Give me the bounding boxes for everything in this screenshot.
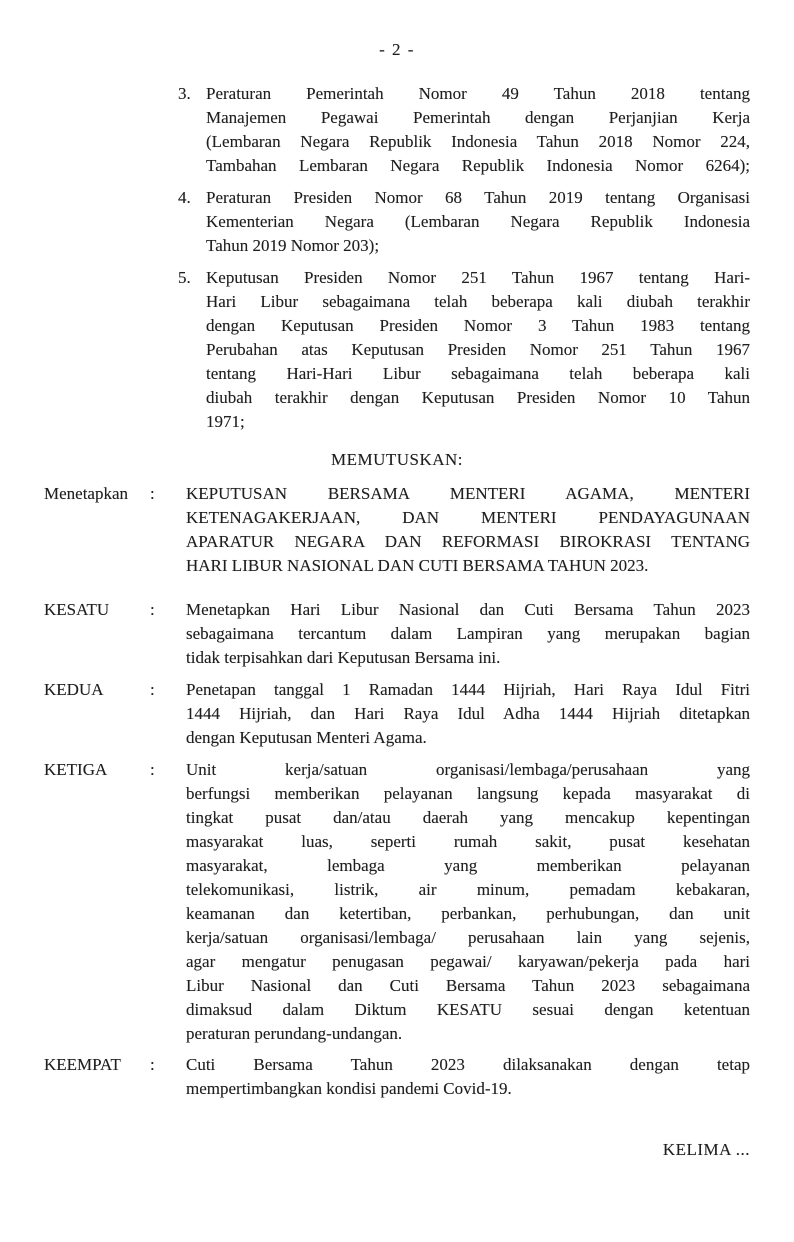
text-line: peraturan perundang-undangan. (186, 1024, 403, 1043)
text-line: Menetapkan Hari Libur Nasional dan Cuti Bersama Tahun 2023 (186, 600, 750, 619)
text-line: Cuti Bersama Tahun 2023 dilaksanakan dengan tetap (186, 1055, 750, 1074)
text-line: dimaksud dalam Diktum KESATU sesuai dengan ketentuan (186, 1000, 750, 1019)
text-line: keamanan dan ketertiban, perbankan, perhubungan, dan unit (186, 904, 750, 923)
text-line: masyarakat luas, seperti rumah sakit, pusat kesehatan (186, 832, 750, 851)
dictum-body (186, 758, 750, 1046)
legal-basis-list (0, 82, 794, 434)
text-line: tentang Hari-Hari Libur sebagaimana telah beberapa kali (206, 364, 750, 383)
text-line: 1971; (206, 412, 245, 431)
dictum-body (186, 678, 750, 750)
dictum-colon: : (150, 484, 155, 503)
text-line: (Lembaran Negara Republik Indonesia Tahun 2018 Nomor 224, (206, 132, 750, 151)
item-text (206, 82, 750, 178)
item-text (206, 266, 750, 434)
dictum-body (186, 482, 750, 578)
item-number: 5. (178, 268, 191, 287)
text-line: masyarakat, lembaga yang memberikan pelayanan (186, 856, 750, 875)
text-line: KEPUTUSAN BERSAMA MENTERI AGAMA, MENTERI (186, 484, 750, 503)
text-line: Peraturan Pemerintah Nomor 49 Tahun 2018 tentang (206, 84, 750, 103)
text-line: tidak terpisahkan dari Keputusan Bersama ini. (186, 648, 501, 667)
page-number: - 2 - (379, 40, 415, 59)
text-line: berfungsi memberikan pelayanan langsung kepada masyarakat di (186, 784, 750, 803)
text-line: HARI LIBUR NASIONAL DAN CUTI BERSAMA TAHUN 2023. (186, 556, 649, 575)
dictum-label: KEDUA (44, 680, 104, 699)
dictum (44, 758, 750, 1046)
text-line: Peraturan Presiden Nomor 68 Tahun 2019 tentang Organisasi (206, 188, 750, 207)
text-line: Unit kerja/satuan organisasi/lembaga/perusahaan yang (186, 760, 750, 779)
text-line: Penetapan tanggal 1 Ramadan 1444 Hijriah, Hari Raya Idul Fitri (186, 680, 750, 699)
text-line: Tahun 2019 Nomor 203); (206, 236, 380, 255)
text-line: 1444 Hijriah, dan Hari Raya Idul Adha 1444 Hijriah ditetapkan (186, 704, 750, 723)
text-line: Hari Libur sebagaimana telah beberapa kali diubah terakhir (206, 292, 750, 311)
dictum-colon: : (150, 760, 155, 779)
dictum-colon: : (150, 680, 155, 699)
decision-heading: MEMUTUSKAN: (330, 450, 464, 469)
dictum-label: Menetapkan (44, 484, 129, 503)
text-line: telekomunikasi, listrik, air minum, pemadam kebakaran, (186, 880, 750, 899)
text-line: agar mengatur penugasan pegawai/ karyawan/pekerja pada hari (186, 952, 750, 971)
text-line: Keputusan Presiden Nomor 251 Tahun 1967 tentang Hari- (206, 268, 750, 287)
text-line: diubah terakhir dengan Keputusan Presiden Nomor 10 Tahun (206, 388, 750, 407)
item-number: 3. (178, 84, 191, 103)
legal-basis-item (178, 186, 750, 258)
text-line: dengan Keputusan Menteri Agama. (186, 728, 427, 747)
text-line: Kementerian Negara (Lembaran Negara Republik Indonesia (206, 212, 750, 231)
text-line: Tambahan Lembaran Negara Republik Indonesia Nomor 6264); (206, 156, 750, 175)
item-number: 4. (178, 188, 191, 207)
dictum-label: KESATU (44, 600, 110, 619)
dictum-list (0, 482, 794, 1101)
dictum (44, 678, 750, 750)
text-line: APARATUR NEGARA DAN REFORMASI BIROKRASI TENTANG (186, 532, 750, 551)
dictum-colon: : (150, 600, 155, 619)
text-line: KETENAGAKERJAAN, DAN MENTERI PENDAYAGUNAAN (186, 508, 750, 527)
dictum-label: KETIGA (44, 760, 108, 779)
item-text (206, 186, 750, 258)
text-line: Manajemen Pegawai Pemerintah dengan Perjanjian Kerja (206, 108, 750, 127)
dictum-body (186, 1053, 750, 1101)
text-line: mempertimbangkan kondisi pandemi Covid-19. (186, 1079, 512, 1098)
dictum (44, 598, 750, 670)
text-line: tingkat pusat dan/atau daerah yang mencakup kepentingan (186, 808, 750, 827)
text-line: kerja/satuan organisasi/lembaga/ perusahaan lain yang sejenis, (186, 928, 750, 947)
text-line: Perubahan atas Keputusan Presiden Nomor 251 Tahun 1967 (206, 340, 750, 359)
text-line: dengan Keputusan Presiden Nomor 3 Tahun 1983 tentang (206, 316, 750, 335)
text-line: sebagaimana tercantum dalam Lampiran yang merupakan bagian (186, 624, 750, 643)
dictum-body (186, 598, 750, 670)
catchword-kelima: KELIMA ... (662, 1140, 750, 1159)
dictum-colon: : (150, 1055, 155, 1074)
dictum (44, 482, 750, 578)
dictum (44, 1053, 750, 1101)
dictum-label: KEEMPAT (44, 1055, 121, 1074)
legal-basis-item (178, 266, 750, 434)
legal-basis-item (178, 82, 750, 178)
text-line: Libur Nasional dan Cuti Bersama Tahun 2023 sebagaimana (186, 976, 750, 995)
